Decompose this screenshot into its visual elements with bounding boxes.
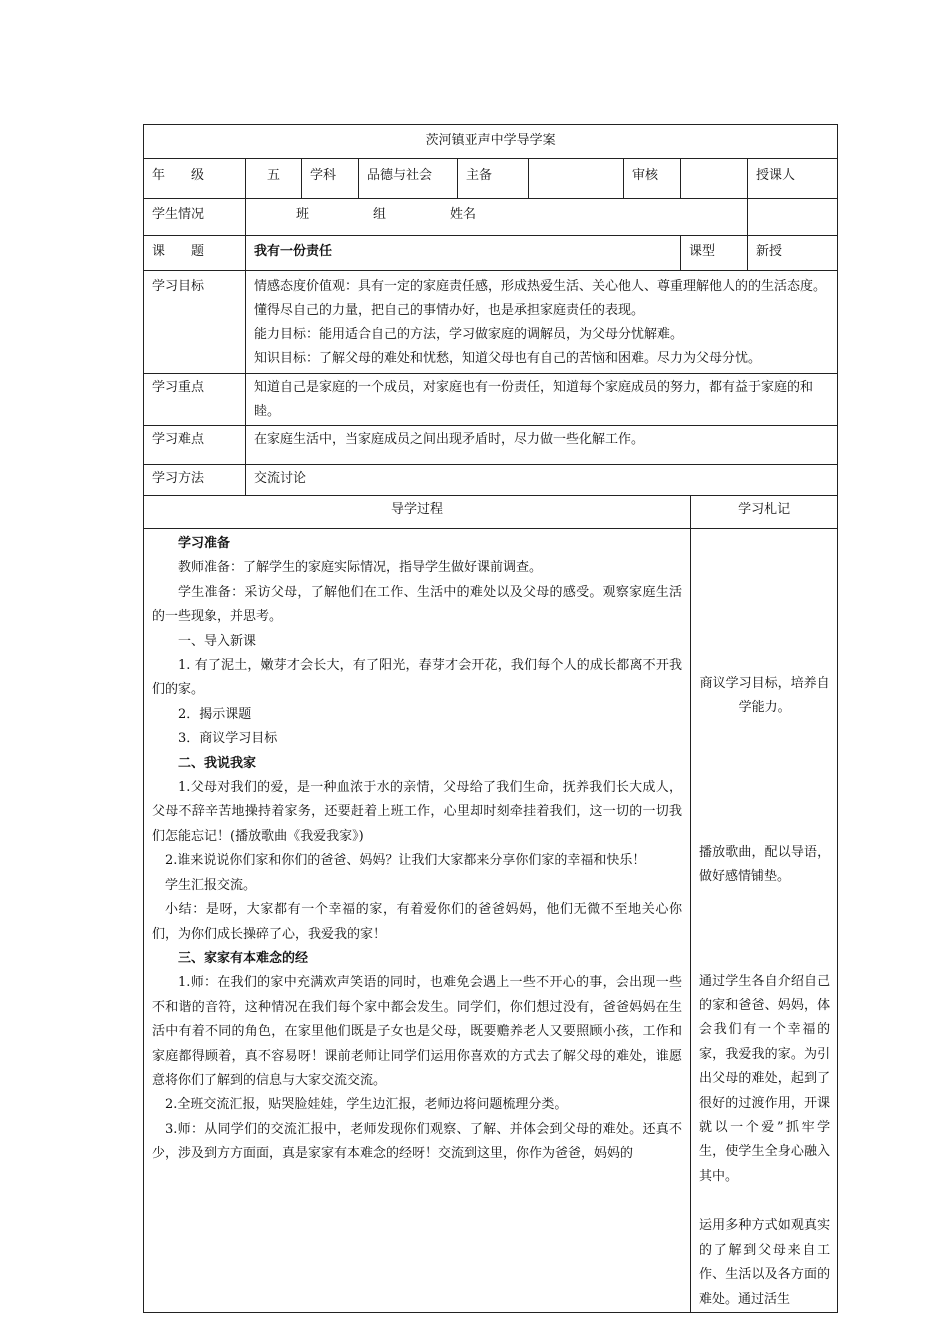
lesson-plan-page bbox=[143, 124, 837, 1313]
document-title: 茨河镇亚声中学导学案 bbox=[144, 125, 838, 159]
review-label: 审核 bbox=[624, 159, 681, 199]
process-paragraph: 教师准备：了解学生的家庭实际情况，指导学生做好课前调查。 bbox=[178, 560, 543, 576]
process-header: 导学过程 bbox=[144, 496, 691, 529]
subject-label: 学科 bbox=[302, 159, 359, 199]
type-value: 新授 bbox=[748, 236, 838, 271]
process-paragraph: 三、家家有本难念的经 bbox=[178, 950, 309, 966]
process-paragraph: 学生准备：采访父母，了解他们在工作、生活中的难处以及父母的感受。观察家庭生活的一些现象，并思考。 bbox=[152, 584, 682, 625]
process-paragraph: 3．商议学习目标 bbox=[178, 731, 278, 747]
student-info-fields bbox=[246, 199, 748, 236]
group-label: 组 bbox=[373, 207, 387, 222]
note-paragraph: 通过学生各自介绍自己的家和爸爸、妈妈，体会我们有一个幸福的家，我爱我的家。为引出父母的难处，起到了很好的过渡作用，开课就以一个爱”抓牢学生，使学生全身心融入其中。 bbox=[699, 973, 831, 1184]
process-paragraph: 学生汇报交流。 bbox=[165, 877, 257, 893]
key-points-text: 知道自己是家庭的一个成员，对家庭也有一份责任，知道每个家庭成员的努力，都有益于家庭的和睦。 bbox=[246, 374, 838, 426]
student-info-blank bbox=[748, 199, 838, 236]
review-value bbox=[681, 159, 748, 199]
difficulty-label: 学习难点 bbox=[144, 426, 246, 465]
subject-value: 品德与社会 bbox=[359, 159, 458, 199]
teacher-label: 授课人 bbox=[748, 159, 838, 199]
process-paragraph: 小结：是呀，大家都有一个幸福的家，有着爱你们的爸爸妈妈，他们无微不至地关心你们，为你们成长操碎了心，我爱我的家！ bbox=[152, 902, 682, 942]
lesson-plan-table bbox=[143, 124, 838, 1313]
process-paragraph: 学习准备 bbox=[178, 536, 231, 551]
method-text: 交流讨论 bbox=[246, 465, 838, 496]
student-info-label: 学生情况 bbox=[144, 199, 246, 236]
topic-label: 课 题 bbox=[144, 236, 246, 271]
difficulty-text: 在家庭生活中，当家庭成员之间出现矛盾时，尽力做一些化解工作。 bbox=[246, 426, 838, 465]
topic-value: 我有一份责任 bbox=[246, 236, 681, 271]
process-paragraph: 1.父母对我们的爱，是一种血浓于水的亲情，父母给了我们生命，抚养我们长大成人，父母不辞辛苦地操持着家务，还要赶着上班工作，心里却时刻牵挂着我们，这一切的一切我们怎能忘记！(播放歌曲《我爱我家》) bbox=[152, 780, 682, 844]
process-content bbox=[144, 529, 691, 1313]
process-paragraph: 一、导入新课 bbox=[178, 633, 257, 649]
process-paragraph: 1.师：在我们的家中充满欢声笑语的同时，也难免会遇上一些不开心的事，会出现一些不和谐的音符，这种情况在我们每个家中都会发生。同学们，你们想过没有，爸爸妈妈在生活中有着不同的角色，在家里他们既是子女也是父母，既要赡养老人又要照顾小孩，工作和家庭都得顾着，真不容易呀！课前老师让同学们运用你喜欢的方式去了解父母的难处，谁愿意将你们了解到的信息与大家交流交流。 bbox=[152, 975, 682, 1088]
note-paragraph: 播放歌曲，配以导语，做好感情铺垫。 bbox=[699, 844, 831, 885]
process-paragraph: 二、我说我家 bbox=[178, 755, 257, 771]
note-paragraph: 运用多种方式如观真实的了解到父母来自工作、生活以及各方面的难处。通过活生 bbox=[699, 1218, 831, 1307]
notes-list bbox=[699, 672, 830, 1312]
name-label: 姓名 bbox=[450, 207, 477, 222]
lead-value bbox=[529, 159, 624, 199]
process-paragraph: 2.谁来说说你们家和你们的爸爸、妈妈？让我们大家都来分享你们家的幸福和快乐！ bbox=[165, 853, 646, 869]
goal-line: 情感态度价值观：具有一定的家庭责任感，形成热爱生活、关心他人、尊重理解他人的的生活态度。懂得尽自己的力量，把自己的事情办好，也是承担家庭责任的表现。 bbox=[254, 279, 827, 318]
class-label: 班 bbox=[296, 207, 310, 222]
method-label: 学习方法 bbox=[144, 465, 246, 496]
process-paragraph: 2.全班交流汇报，贴哭脸娃娃，学生边汇报，老师边将问题梳理分类。 bbox=[165, 1097, 568, 1113]
notes-content bbox=[691, 529, 838, 1313]
goal-line: 能力目标：能用适合自己的方法，学习做家庭的调解员，为父母分忧解难。 bbox=[254, 327, 684, 342]
goals-content bbox=[246, 271, 838, 374]
note-paragraph: 商议学习目标，培养自学能力。 bbox=[699, 676, 830, 716]
lead-label: 主备 bbox=[458, 159, 529, 199]
goal-line: 知识目标：了解父母的难处和忧愁，知道父母也有自己的苦恼和困难。尽力为父母分忧。 bbox=[254, 351, 762, 366]
notes-header: 学习札记 bbox=[691, 496, 838, 529]
key-points-label: 学习重点 bbox=[144, 374, 246, 426]
grade-value: 五 bbox=[246, 159, 302, 199]
grade-label: 年 级 bbox=[144, 159, 246, 199]
process-paragraph: 3.师：从同学们的交流汇报中，老师发现你们观察、了解、并体会到父母的难处。还真不少，涉及到方方面面，真是家家有本难念的经呀！交流到这里，你作为爸爸，妈妈的 bbox=[152, 1121, 682, 1162]
type-label: 课型 bbox=[681, 236, 748, 271]
process-paragraph: 1. 有了泥土，嫩芽才会长大，有了阳光，春芽才会开花，我们每个人的成长都离不开我们的家。 bbox=[152, 658, 682, 698]
goals-label: 学习目标 bbox=[144, 271, 246, 374]
process-paragraph: 2．揭示课题 bbox=[178, 706, 252, 722]
process-list bbox=[152, 532, 682, 1167]
